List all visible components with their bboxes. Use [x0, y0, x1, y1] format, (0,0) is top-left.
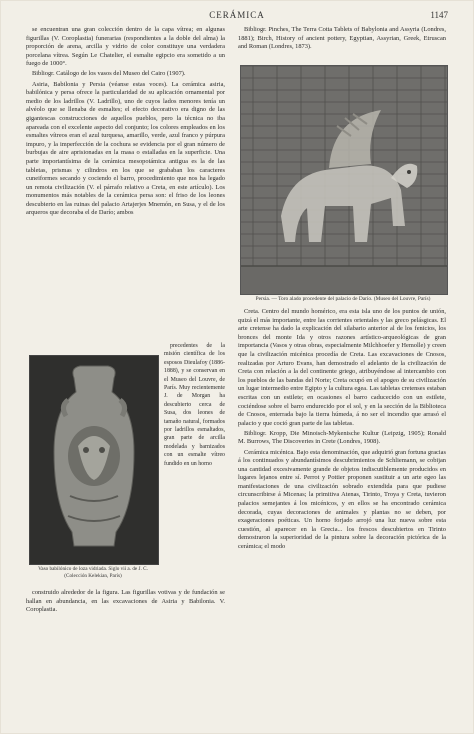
winged-bull-photo — [240, 65, 448, 295]
paragraph: Creta. Centro del mundo homérico, era esta isla uno de los puntos de unión, quizá el más importante, entre las corrientes orientales y las greco pelásgicas. El arte cretense ha dado la explicación del silabario anterior al de los fenicios, los bronces del monte Ida y otros razones artístico-arqueológicas de gran importancia (Vasos y otras obras, especialmente Milchhoefer y Hemolle) y creen que la civilización micénica procedía de Creta. Las excavaciones de Cnosos, realizadas por Arturo Evans, han demostrado el adelanto de la civilización de Creta con relación a la del continente griego, atribuyéndose al intercambio con los pueblos de las bandas del Norte; Creta ocupó en el apogeo de su civilización un lugar intermedio entre Egipto y la cultura egea. Las tabletas cretenses estaban escritas con un estilete; en ocasiones el barro caducecido con un estilete, cociéndose sobre el barro endurecido por el sol, y en la sección de la Biblioteca de Cnosos, enterrada bajo la tierra húmeda, á no ser el incendio que arrasó el palacio y que coció gran parte de las tabletas. — [238, 308, 446, 427]
paragraph: Cerámica micénica. Bajo esta denominación, que adquirió gran fortuna gracias á los continuados y abundantísimos descubrimientos de Schliemann, se cobijan una cantidad excesivamente grande de objetos indiscutiblemente producidos en lugares lejanos entre sí. Perrot y Pottier proponen sustituir a un arte egeo las manifestaciones de una civilización sobrado extendida para que pudiese circunscribirse á Micenas; la primitiva Atenas, Tirinto, Troya y Creta, tuvieron palacios semejantes á los micénicos, y en ellos se ha encontrado cerámica decorada, cuyas decoraciones de animales y plantas no se deben, por exageraciones poéticas. Un horno forjado arrojó una luz nueva sobre esta cuestión, al aparecer en la Grecia... los frescos descubiertos en Tirinto demostraron la superioridad de la pintura sobre la decoración pictórica de la cerámica; el modo — [238, 448, 446, 551]
winged-bull-caption: Persia. — Toro alado procedente del palacio de Darío. (Museo del Louvre, París) — [255, 296, 431, 302]
right-column-main-text — [238, 308, 446, 706]
bibliography-paragraph: Bibliogr. Catálogo de los vasos del Museo del Cairo (1907). — [32, 70, 186, 78]
page-header — [26, 10, 448, 24]
bibliography-paragraph: Bibliogr. Pinches, The Terra Cotta Tablets of Babylonia and Assyria (Londres, 1881); Birch, History of ancient pottery, Egyptian, Assyrian, Greek, Etruscan and Roman (Londres, 1873). — [238, 26, 446, 51]
brick-frieze-illustration-icon — [241, 66, 447, 294]
left-column-bottom-text — [26, 589, 225, 631]
left-column-side-text — [164, 342, 225, 589]
bibliography-paragraph: Bibliogr. Kropp, Die Minoisch-Mykenische Kultur (Leipzig, 1905); Ronald M. Burrows, The Discoveries in Crete (Londres, 1908). — [238, 429, 446, 446]
paragraph: Asiria, Babilonia y Persia (véanse estas voces). La cerámica asiria, babilónica y persa ofrece la particularidad de su aplicación ornamental por medio de los ladrillos (V. Ladrillo), uno de cuyos lados menores tenía un alvéolo que se llenaba de esmaltes; el efecto decorativo era digno de las gigantescas construcciones de aquellos pueblos, pero la técnica no iba apareada con el excelente aspecto del conjunto; los colores empleados en los esmaltes vítreos eran el azul turquesa, amarillo, verde, azul franco y púrpura impuro, y la imperfección de la cochura se evidencia por el gran número de burbujas de aire aprisionadas en la masa o estalladas en la superficie. Una parte importantísima de la cerámica mesopotámica antigua es la de las tabletas, prismas y cilindros en los que se grababan los caracteres cuneiformes secando y cociendo el barro, procedimiento que nos ha legado un remota civilización (V. el párrafo relativo a Creta, en este artículo). Los monumentos más notables de la cerámica persa son: el friso de los leones descubierto en las ruinas del palacio Artajerjes Mnemón, en Susa, y el de los arqueros que decoraba el de Darío; ambos — [26, 80, 225, 217]
left-column-top-text — [26, 26, 225, 342]
paragraph: se encuentran una gran colección dentro de la capa vítrea; en algunas figurillas (V. Coroplastia) funerarias (respondientes a la doble del alma) la proporción de arena, arcilla y vidrio de color constituye una verdadera porcelana vítrea. Según Le Chatelier, el esmalte egipcio era sometido a un fuego de 1000°. — [26, 26, 225, 68]
vase-photo — [29, 355, 159, 565]
vase-illustration-icon — [30, 356, 158, 564]
right-column-top-text — [238, 26, 446, 64]
running-title: CERÁMICA — [209, 10, 265, 20]
paragraph: construido alrededor de la figura. Las figurillas votivas y de fundación se hallan en abundancia, en las excavaciones de Asiria y Babilonia. V. Coroplastia. — [26, 589, 225, 614]
vase-caption: Vaso babilónico de loza vidriada. Siglo vii a. de J. C. (Colección Kelekian, París) — [38, 566, 148, 579]
paragraph: precedentes de la misión científica de los esposos Dieulafoy (1886-1888), y se conservan en el Museo del Louvre, de París. Muy recientemente J. de Morgan ha descubierto cerca de Susa, dos leones de tamaño natural, formados por ladrillos esmaltados, gran parte de arcilla modelada y barnizados con un esmalte vítreo fundido en un horno — [164, 343, 225, 467]
page-number: 1147 — [430, 10, 448, 20]
